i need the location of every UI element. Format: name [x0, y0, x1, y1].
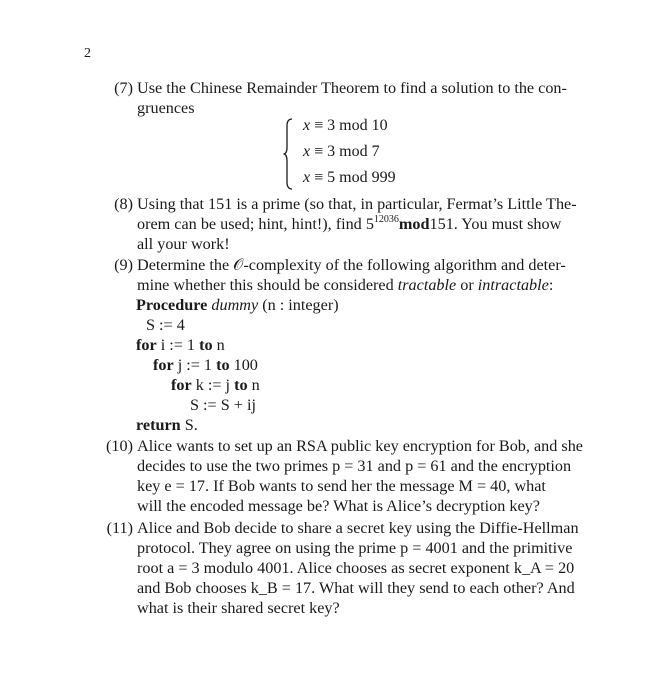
- procedure-name: dummy: [211, 296, 259, 314]
- problem-9-line-2-text: mine whether this should be considered: [137, 276, 398, 294]
- loop-2-end: 100: [229, 356, 258, 374]
- return-statement: [136, 415, 198, 435]
- problem-8-number: (8): [114, 195, 133, 213]
- tractable-word: tractable: [397, 276, 457, 294]
- for-keyword: for: [153, 356, 174, 374]
- exponent: 12036: [373, 214, 399, 225]
- left-brace-icon: [283, 118, 293, 190]
- problem-8-line-2: [137, 214, 607, 234]
- loop-1-var: i := 1: [156, 336, 200, 354]
- congruence-2: [303, 142, 380, 162]
- for-keyword: for: [171, 376, 192, 394]
- problem-11-line-1: Alice and Bob decide to share a secret key using the Diffie-Hellman: [137, 519, 579, 537]
- problem-7-line-2: gruences: [137, 99, 195, 117]
- congruence-1: [303, 116, 388, 136]
- to-keyword: to: [216, 356, 230, 374]
- procedure-keyword: Procedure: [136, 296, 208, 314]
- problem-10: [97, 436, 607, 516]
- problem-11-line-4: and Bob chooses k_B = 17. What will they send to each other? And: [137, 579, 575, 597]
- congruence-2-rel: ≡ 3 mod 7: [314, 143, 380, 160]
- congruence-3-var: x: [303, 169, 311, 186]
- loop-2-var: j := 1: [173, 356, 217, 374]
- congruence-1-var: x: [303, 117, 311, 134]
- for-loop-2: [153, 355, 258, 375]
- congruence-1-rel: ≡ 3 mod 10: [314, 117, 388, 134]
- for-loop-3: [171, 375, 260, 395]
- problem-7: [97, 78, 607, 118]
- loop-body: S := S + ij: [190, 396, 256, 414]
- problem-10-line-3: key e = 17. If Bob wants to send her the message M = 40, what: [137, 477, 546, 495]
- problem-11-line-5: what is their shared secret key?: [137, 599, 340, 617]
- to-keyword: to: [199, 336, 213, 354]
- to-keyword: to: [234, 376, 248, 394]
- problem-11: [97, 518, 607, 618]
- procedure-args: (n : integer): [258, 296, 339, 314]
- problem-9-number: (9): [114, 256, 133, 274]
- problem-9-line-1: Determine the 𝒪-complexity of the following algorithm and deter-: [137, 256, 566, 274]
- problem-8-line-3: all your work!: [137, 235, 230, 253]
- problem-8-line-1: Using that 151 is a prime (so that, in particular, Fermat’s Little The-: [137, 195, 577, 213]
- problem-11-number: (11): [106, 519, 133, 537]
- loop-1-end: n: [212, 336, 225, 354]
- return-keyword: return: [136, 416, 181, 434]
- problem-11-line-2: protocol. They agree on using the prime p = 4001 and the primitive: [137, 539, 573, 557]
- congruence-3-rel: ≡ 5 mod 999: [314, 169, 396, 186]
- problem-7-number: (7): [114, 79, 133, 97]
- problem-10-line-2: decides to use the two primes p = 31 and p = 61 and the encryption: [137, 457, 572, 475]
- or-word: or: [456, 276, 478, 294]
- problem-10-number: (10): [106, 437, 133, 455]
- for-loop-1: [136, 335, 225, 355]
- colon: :: [548, 276, 554, 294]
- for-keyword: for: [136, 336, 157, 354]
- procedure-header: [136, 295, 339, 315]
- return-value: S.: [180, 416, 198, 434]
- loop-3-var: k := j: [191, 376, 235, 394]
- congruence-2-var: x: [303, 143, 311, 160]
- loop-3-end: n: [247, 376, 260, 394]
- problem-11-line-3: root a = 3 modulo 4001. Alice chooses as secret exponent k_A = 20: [137, 559, 575, 577]
- problem-10-line-1: Alice wants to set up an RSA public key encryption for Bob, and she: [137, 437, 583, 455]
- intractable-word: intractable: [477, 276, 549, 294]
- problem-9-line-2: [137, 275, 607, 295]
- mod-operator: mod: [398, 215, 430, 233]
- problem-8: [97, 194, 607, 254]
- congruence-3: [303, 168, 396, 188]
- init-statement: S := 4: [146, 316, 185, 334]
- problem-9: [97, 255, 607, 295]
- problem-8-line-2-rest: 151. You must show: [429, 215, 562, 233]
- problem-7-line-1: Use the Chinese Remainder Theorem to find a solution to the con-: [137, 79, 567, 97]
- problem-10-line-4: will the encoded message be? What is Alice’s decryption key?: [137, 497, 540, 515]
- problem-8-line-2-text: orem can be used; hint, hint!), find 5: [137, 215, 374, 233]
- page-number: 2: [84, 46, 91, 61]
